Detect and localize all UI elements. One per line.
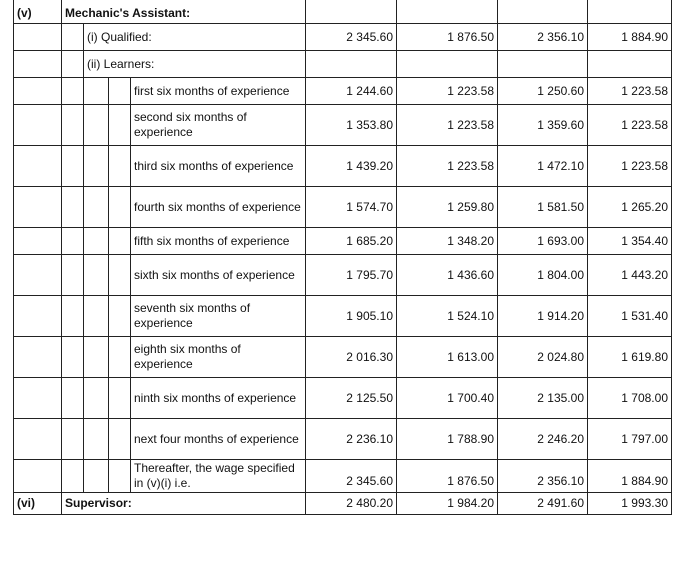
value-cell: 2 345.60 [306,460,397,493]
learner-row [14,460,672,493]
value-cell: 1 250.60 [498,78,588,105]
section-row-vi [14,493,672,515]
learner-row [14,228,672,255]
value-cell: 1 436.60 [397,255,498,296]
value-cell: 1 876.50 [397,460,498,493]
value-cell: 1 700.40 [397,378,498,419]
learner-row [14,337,672,378]
value-cell: 1 359.60 [498,105,588,146]
learner-row [14,105,672,146]
learner-label: eighth six months of experience [131,337,306,378]
value-cell: 1 685.20 [306,228,397,255]
value-cell: 1 884.90 [588,460,672,493]
learner-label: Thereafter, the wage specified in (v)(i) i.e. [131,460,306,493]
learner-row [14,296,672,337]
learner-row [14,255,672,296]
value-cell: 1 354.40 [588,228,672,255]
value-cell: 1 574.70 [306,187,397,228]
value-cell: 1 619.80 [588,337,672,378]
value-cell: 1 259.80 [397,187,498,228]
value-cell: 2 016.30 [306,337,397,378]
learners-row [14,51,672,78]
learner-label: ninth six months of experience [131,378,306,419]
value-cell: 1 223.58 [588,105,672,146]
value-cell: 1 472.10 [498,146,588,187]
value-cell: 2 236.10 [306,419,397,460]
learner-row [14,78,672,105]
qualified-label: (i) Qualified: [84,24,306,51]
value-cell: 1 223.58 [397,146,498,187]
value-cell: 2 125.50 [306,378,397,419]
value-cell: 2 356.10 [498,460,588,493]
value-cell: 1 244.60 [306,78,397,105]
value-cell: 1 348.20 [397,228,498,255]
value-cell: 1 876.50 [397,24,498,51]
section-row-v [14,0,672,24]
value-cell: 1 443.20 [588,255,672,296]
value-cell: 2 491.60 [498,493,588,515]
value-cell: 1 223.58 [588,78,672,105]
value-cell: 1 993.30 [588,493,672,515]
learner-row [14,419,672,460]
learner-label: third six months of experience [131,146,306,187]
value-cell: 1 795.70 [306,255,397,296]
value-cell: 1 613.00 [397,337,498,378]
value-cell: 1 693.00 [498,228,588,255]
value-cell: 1 905.10 [306,296,397,337]
value-cell: 1 223.58 [588,146,672,187]
learner-label: seventh six months of experience [131,296,306,337]
learners-label: (ii) Learners: [84,51,306,78]
section-code: (v) [14,0,62,24]
learner-label: next four months of experience [131,419,306,460]
value-cell: 1 353.80 [306,105,397,146]
value-cell: 1 914.20 [498,296,588,337]
value-cell: 2 480.20 [306,493,397,515]
value-cell: 1 531.40 [588,296,672,337]
value-cell: 1 708.00 [588,378,672,419]
value-cell: 1 439.20 [306,146,397,187]
value-cell: 2 345.60 [306,24,397,51]
section-title: Supervisor: [62,493,306,515]
learner-row [14,146,672,187]
wage-table [13,0,672,515]
learner-label: sixth six months of experience [131,255,306,296]
learner-row [14,378,672,419]
value-cell: 1 581.50 [498,187,588,228]
learner-label: first six months of experience [131,78,306,105]
value-cell: 1 223.58 [397,78,498,105]
learner-label: fifth six months of experience [131,228,306,255]
value-cell: 1 804.00 [498,255,588,296]
value-cell: 1 524.10 [397,296,498,337]
value-cell: 1 223.58 [397,105,498,146]
value-cell: 1 788.90 [397,419,498,460]
section-title: Mechanic's Assistant: [62,0,306,24]
learner-row [14,187,672,228]
section-code: (vi) [14,493,62,515]
value-cell: 2 356.10 [498,24,588,51]
value-cell: 2 135.00 [498,378,588,419]
value-cell: 1 884.90 [588,24,672,51]
qualified-row [14,24,672,51]
value-cell: 1 984.20 [397,493,498,515]
value-cell: 1 797.00 [588,419,672,460]
value-cell: 1 265.20 [588,187,672,228]
learner-label: second six months of experience [131,105,306,146]
learner-label: fourth six months of experience [131,187,306,228]
value-cell: 2 246.20 [498,419,588,460]
value-cell: 2 024.80 [498,337,588,378]
